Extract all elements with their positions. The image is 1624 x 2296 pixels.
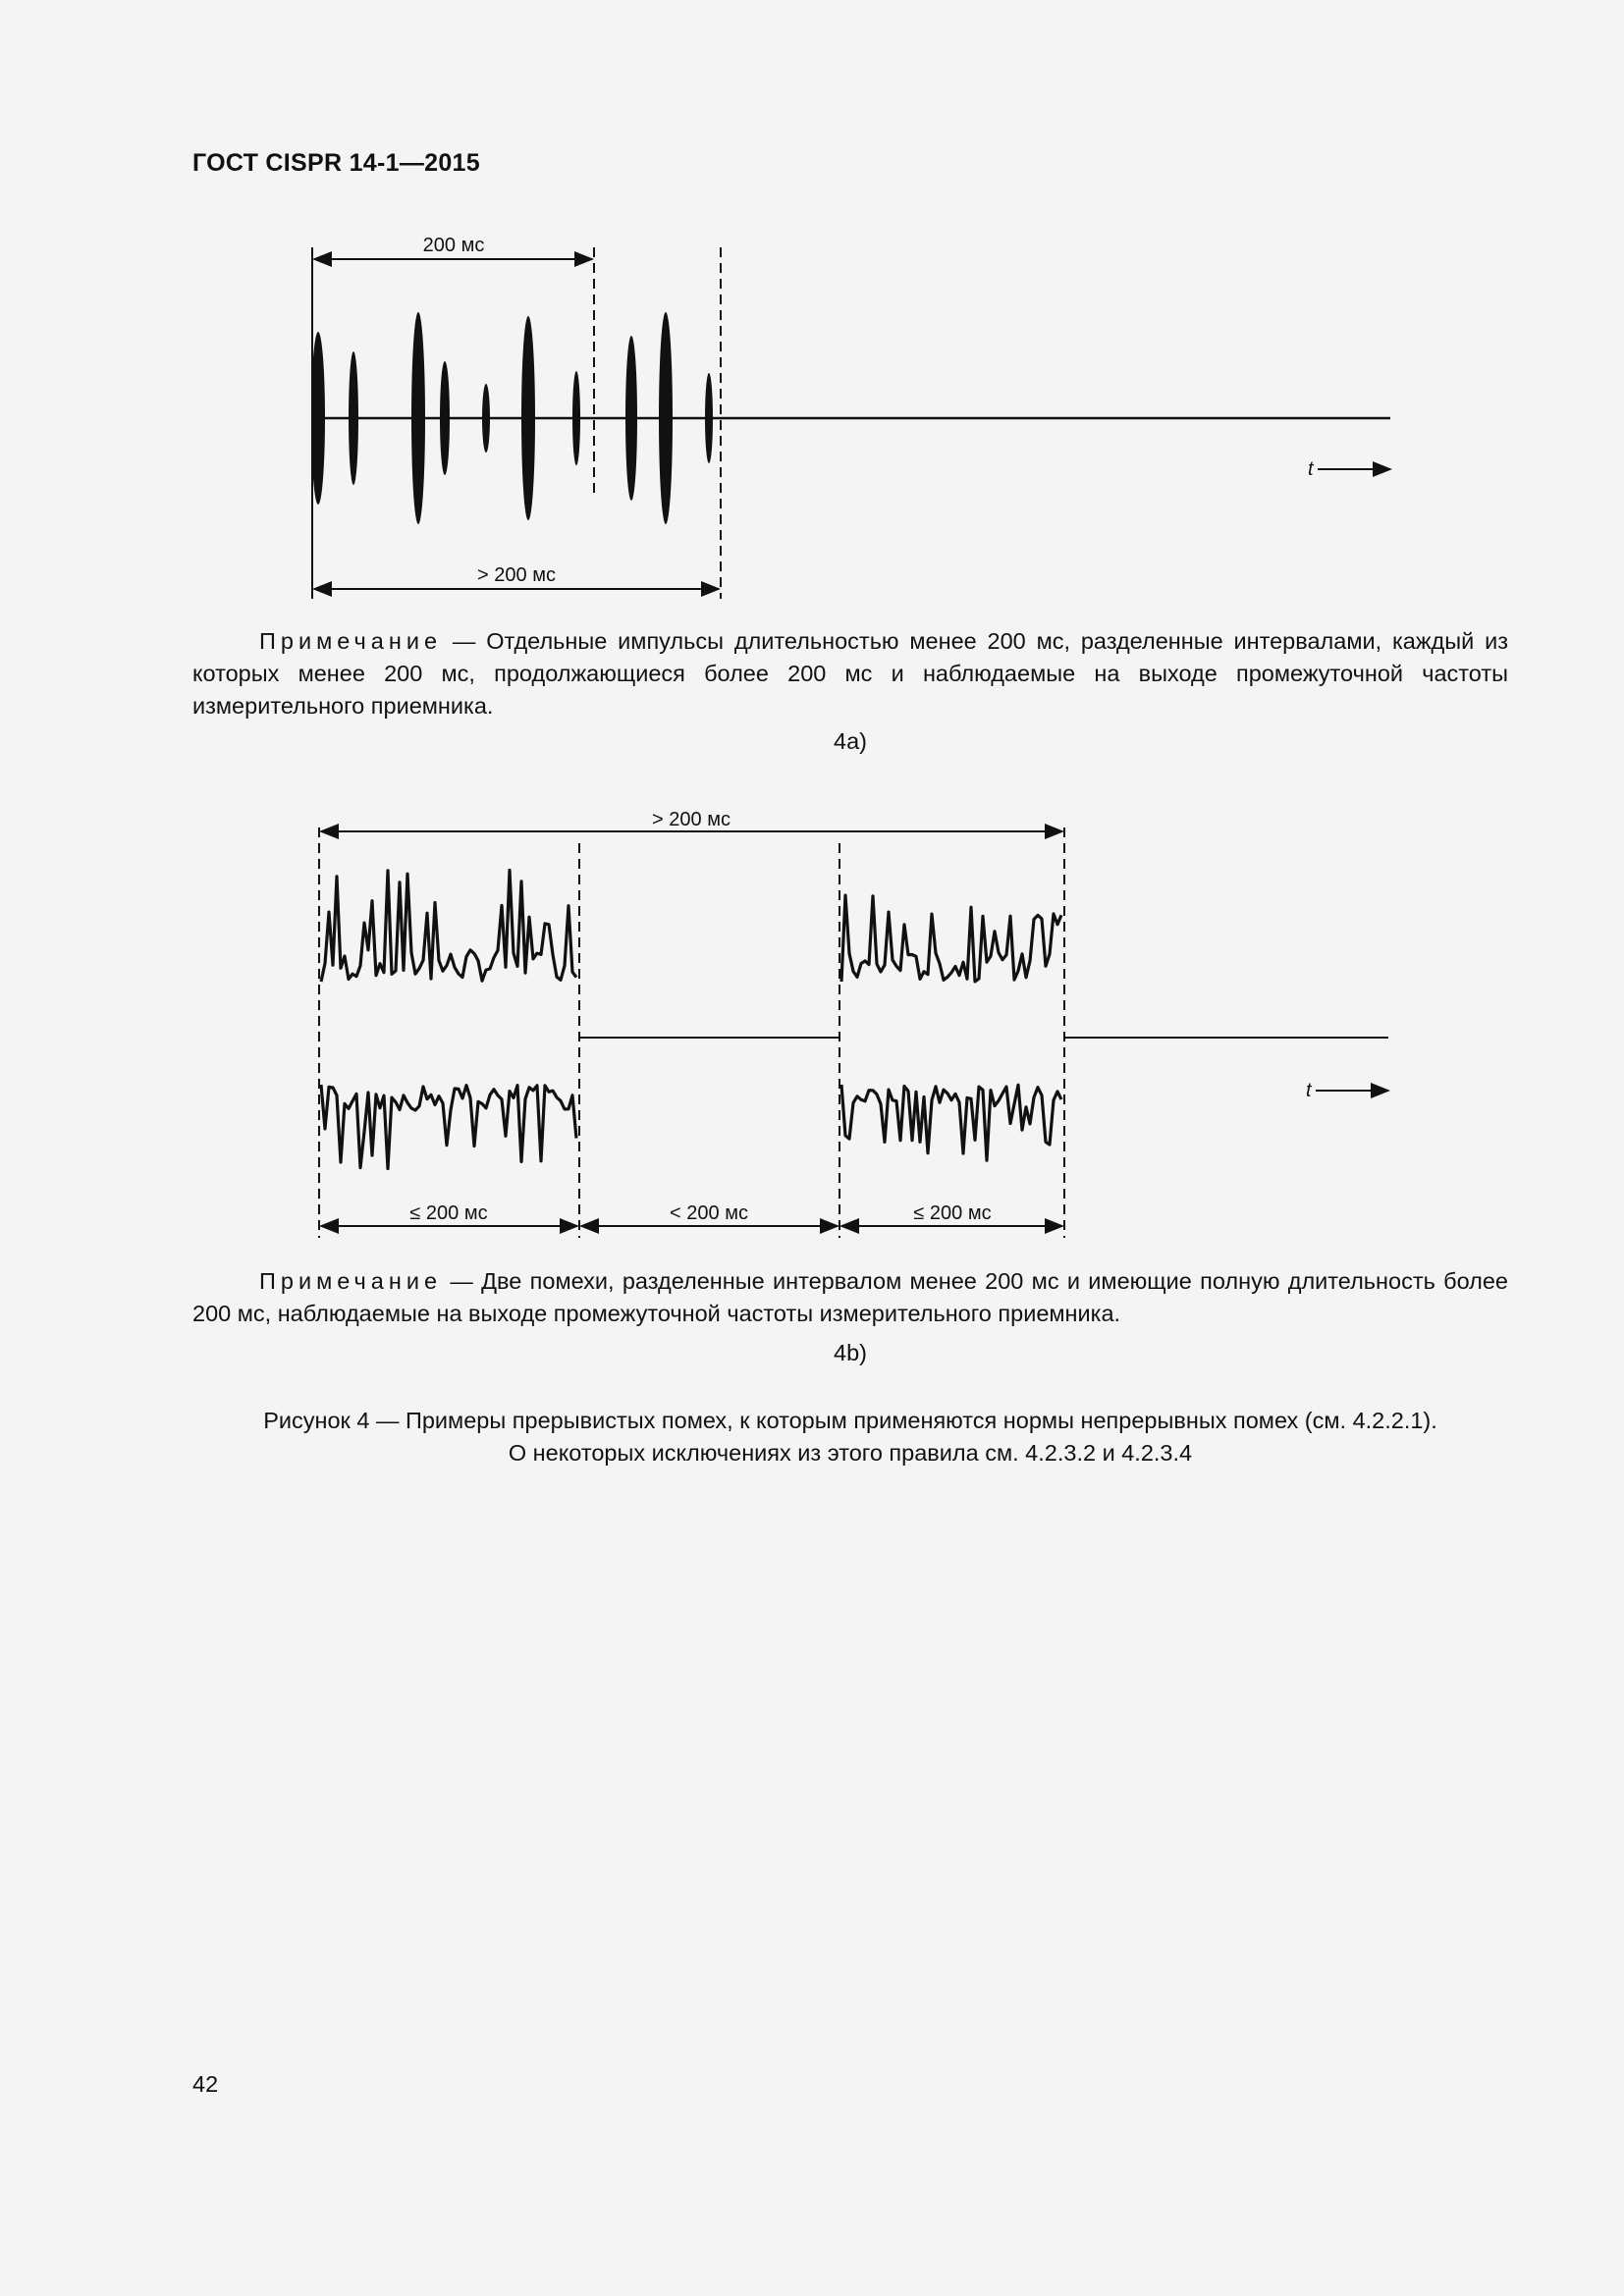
note-4a	[192, 625, 1508, 722]
pulse	[349, 351, 358, 485]
label-burst1: ≤ 200 мс	[409, 1202, 488, 1224]
note-dash: —	[442, 1268, 482, 1294]
pulse	[705, 373, 713, 463]
label-gap: < 200 мс	[670, 1202, 748, 1224]
pulse	[440, 361, 450, 475]
caption-line-1: Рисунок 4 — Примеры прерывистых помех, к которым применяются нормы непрерывных помех (см. 4.2.2.1).	[263, 1408, 1437, 1433]
note-dash: —	[442, 628, 487, 654]
note-prefix: Примечание	[259, 628, 443, 654]
pulse	[482, 384, 490, 453]
page-number: 42	[192, 2071, 219, 2097]
note-prefix: Примечание	[259, 1268, 443, 1294]
document-header: ГОСТ CISPR 14-1—2015	[192, 149, 480, 177]
pulse	[625, 336, 637, 501]
figure-caption	[192, 1405, 1508, 1469]
figure-4a-drawing	[295, 224, 1404, 607]
figure-4b-drawing	[295, 800, 1404, 1252]
note-text: Отдельные импульсы длительностью менее 200 мс, разделенные интервалами, каждый из которых менее 200 мс, продолжающиеся более 200 мс и наблюдаемые на выходе промежуточной частоты измерительного приемника.	[192, 628, 1508, 719]
note-4b	[192, 1265, 1508, 1330]
pulse	[659, 312, 673, 524]
note-text: Две помехи, разделенные интервалом менее 200 мс и имеющие полную длительность более 200 мс, наблюдаемые на выходе промежуточной частоты измерительного приемника.	[192, 1268, 1509, 1326]
label-over-200ms: > 200 мс	[652, 809, 731, 830]
time-axis-label: t	[1308, 458, 1314, 480]
figure-4a	[295, 224, 1404, 607]
noise-trace-upper-burst2	[841, 895, 1061, 982]
subfigure-label-4b: 4b)	[834, 1340, 867, 1365]
label-200ms: 200 мс	[422, 235, 485, 256]
noise-trace-lower-burst1	[321, 1085, 576, 1169]
noise-trace-lower-burst2	[841, 1085, 1061, 1160]
noise-trace-upper-burst1	[321, 871, 576, 983]
pulse	[572, 371, 580, 465]
time-axis-label: t	[1306, 1080, 1312, 1101]
subfigure-label-4a: 4а)	[834, 728, 867, 754]
pulse	[521, 316, 535, 520]
pulse	[411, 312, 425, 524]
caption-line-2: О некоторых исключениях из этого правила см. 4.2.3.2 и 4.2.3.4	[508, 1440, 1193, 1466]
label-over-200ms: > 200 мс	[477, 564, 556, 586]
figure-4b	[295, 800, 1404, 1252]
pulse	[311, 332, 325, 505]
label-burst2: ≤ 200 мс	[913, 1202, 992, 1224]
